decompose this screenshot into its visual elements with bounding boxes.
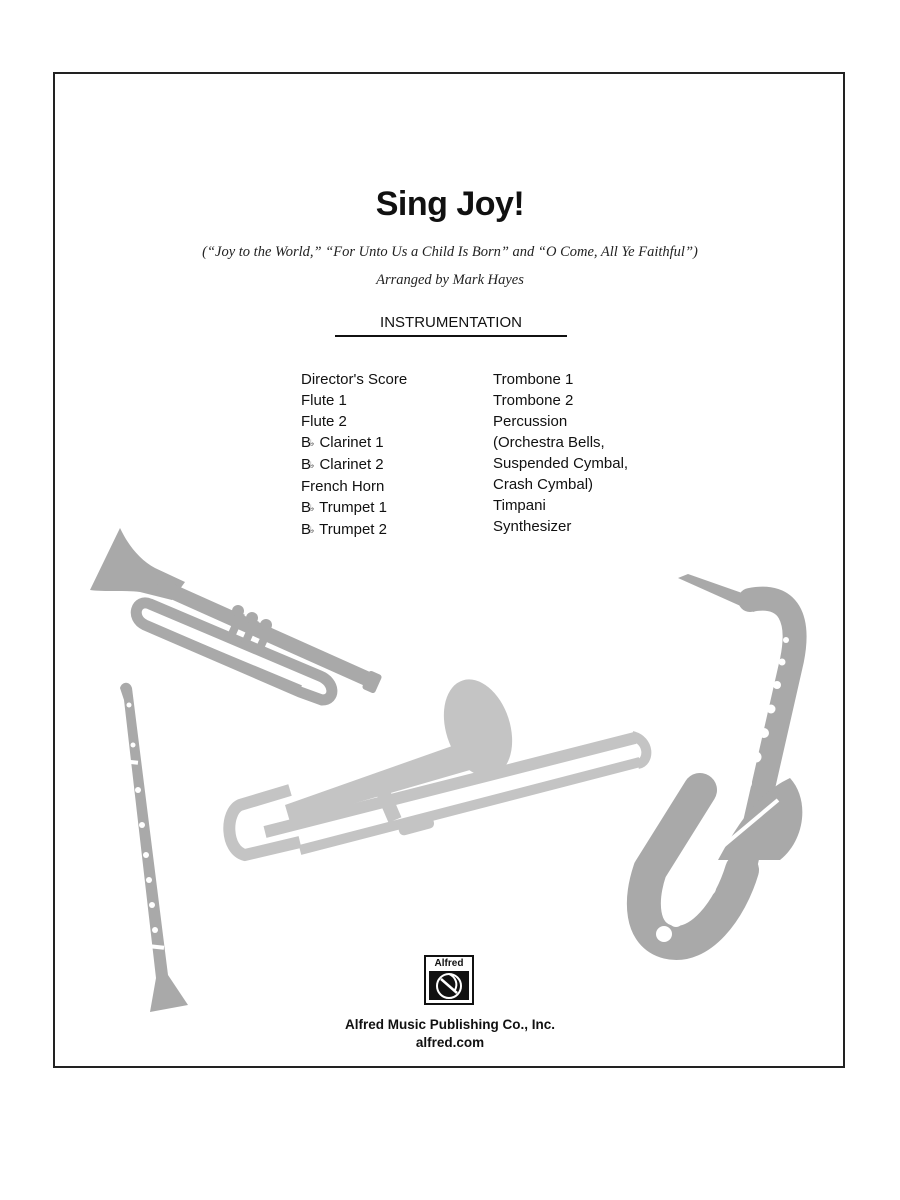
logo-wordmark: Alfred (434, 958, 464, 969)
instrument-item: B♭ Clarinet 1 (301, 434, 384, 451)
instrument-item: Flute 2 (301, 413, 347, 430)
instrument-item: Suspended Cymbal, (493, 455, 629, 472)
instrument-item: Timpani (493, 497, 546, 514)
trombone-icon (229, 671, 646, 855)
instrument-item: Trombone 1 (493, 371, 574, 388)
logo-emblem-icon (426, 957, 472, 1003)
instrument-item: Director's Score (301, 371, 408, 388)
instrument-item: Crash Cymbal) (493, 476, 594, 493)
instrument-item: Trombone 2 (493, 392, 574, 409)
saxophone-icon (644, 574, 802, 943)
page-title: Sing Joy! (375, 185, 525, 223)
instrument-item: Percussion (493, 413, 568, 430)
clarinet-icon (120, 683, 188, 1012)
instrument-item: (Orchestra Bells, (493, 434, 605, 451)
instrument-item: Flute 1 (301, 392, 347, 409)
instrument-item: Synthesizer (493, 518, 572, 535)
instrument-item: B♭ Trumpet 1 (301, 499, 387, 516)
publisher-name: Alfred Music Publishing Co., Inc. (344, 1017, 555, 1032)
instrument-item: French Horn (301, 478, 385, 495)
instrument-item: B♭ Clarinet 2 (301, 456, 384, 473)
publisher-logo (424, 955, 474, 1005)
instrumentation-heading: INSTRUMENTATION (380, 314, 522, 331)
subtitle: (“Joy to the World,” “For Unto Us a Child Is Born” and “O Come, All Ye Faithful”) (202, 244, 698, 260)
trumpet-icon (90, 528, 382, 700)
arranger-credit: Arranged by Mark Hayes (376, 272, 524, 288)
publisher-website: alfred.com (415, 1035, 485, 1050)
instrument-item: B♭ Trumpet 2 (301, 521, 387, 538)
